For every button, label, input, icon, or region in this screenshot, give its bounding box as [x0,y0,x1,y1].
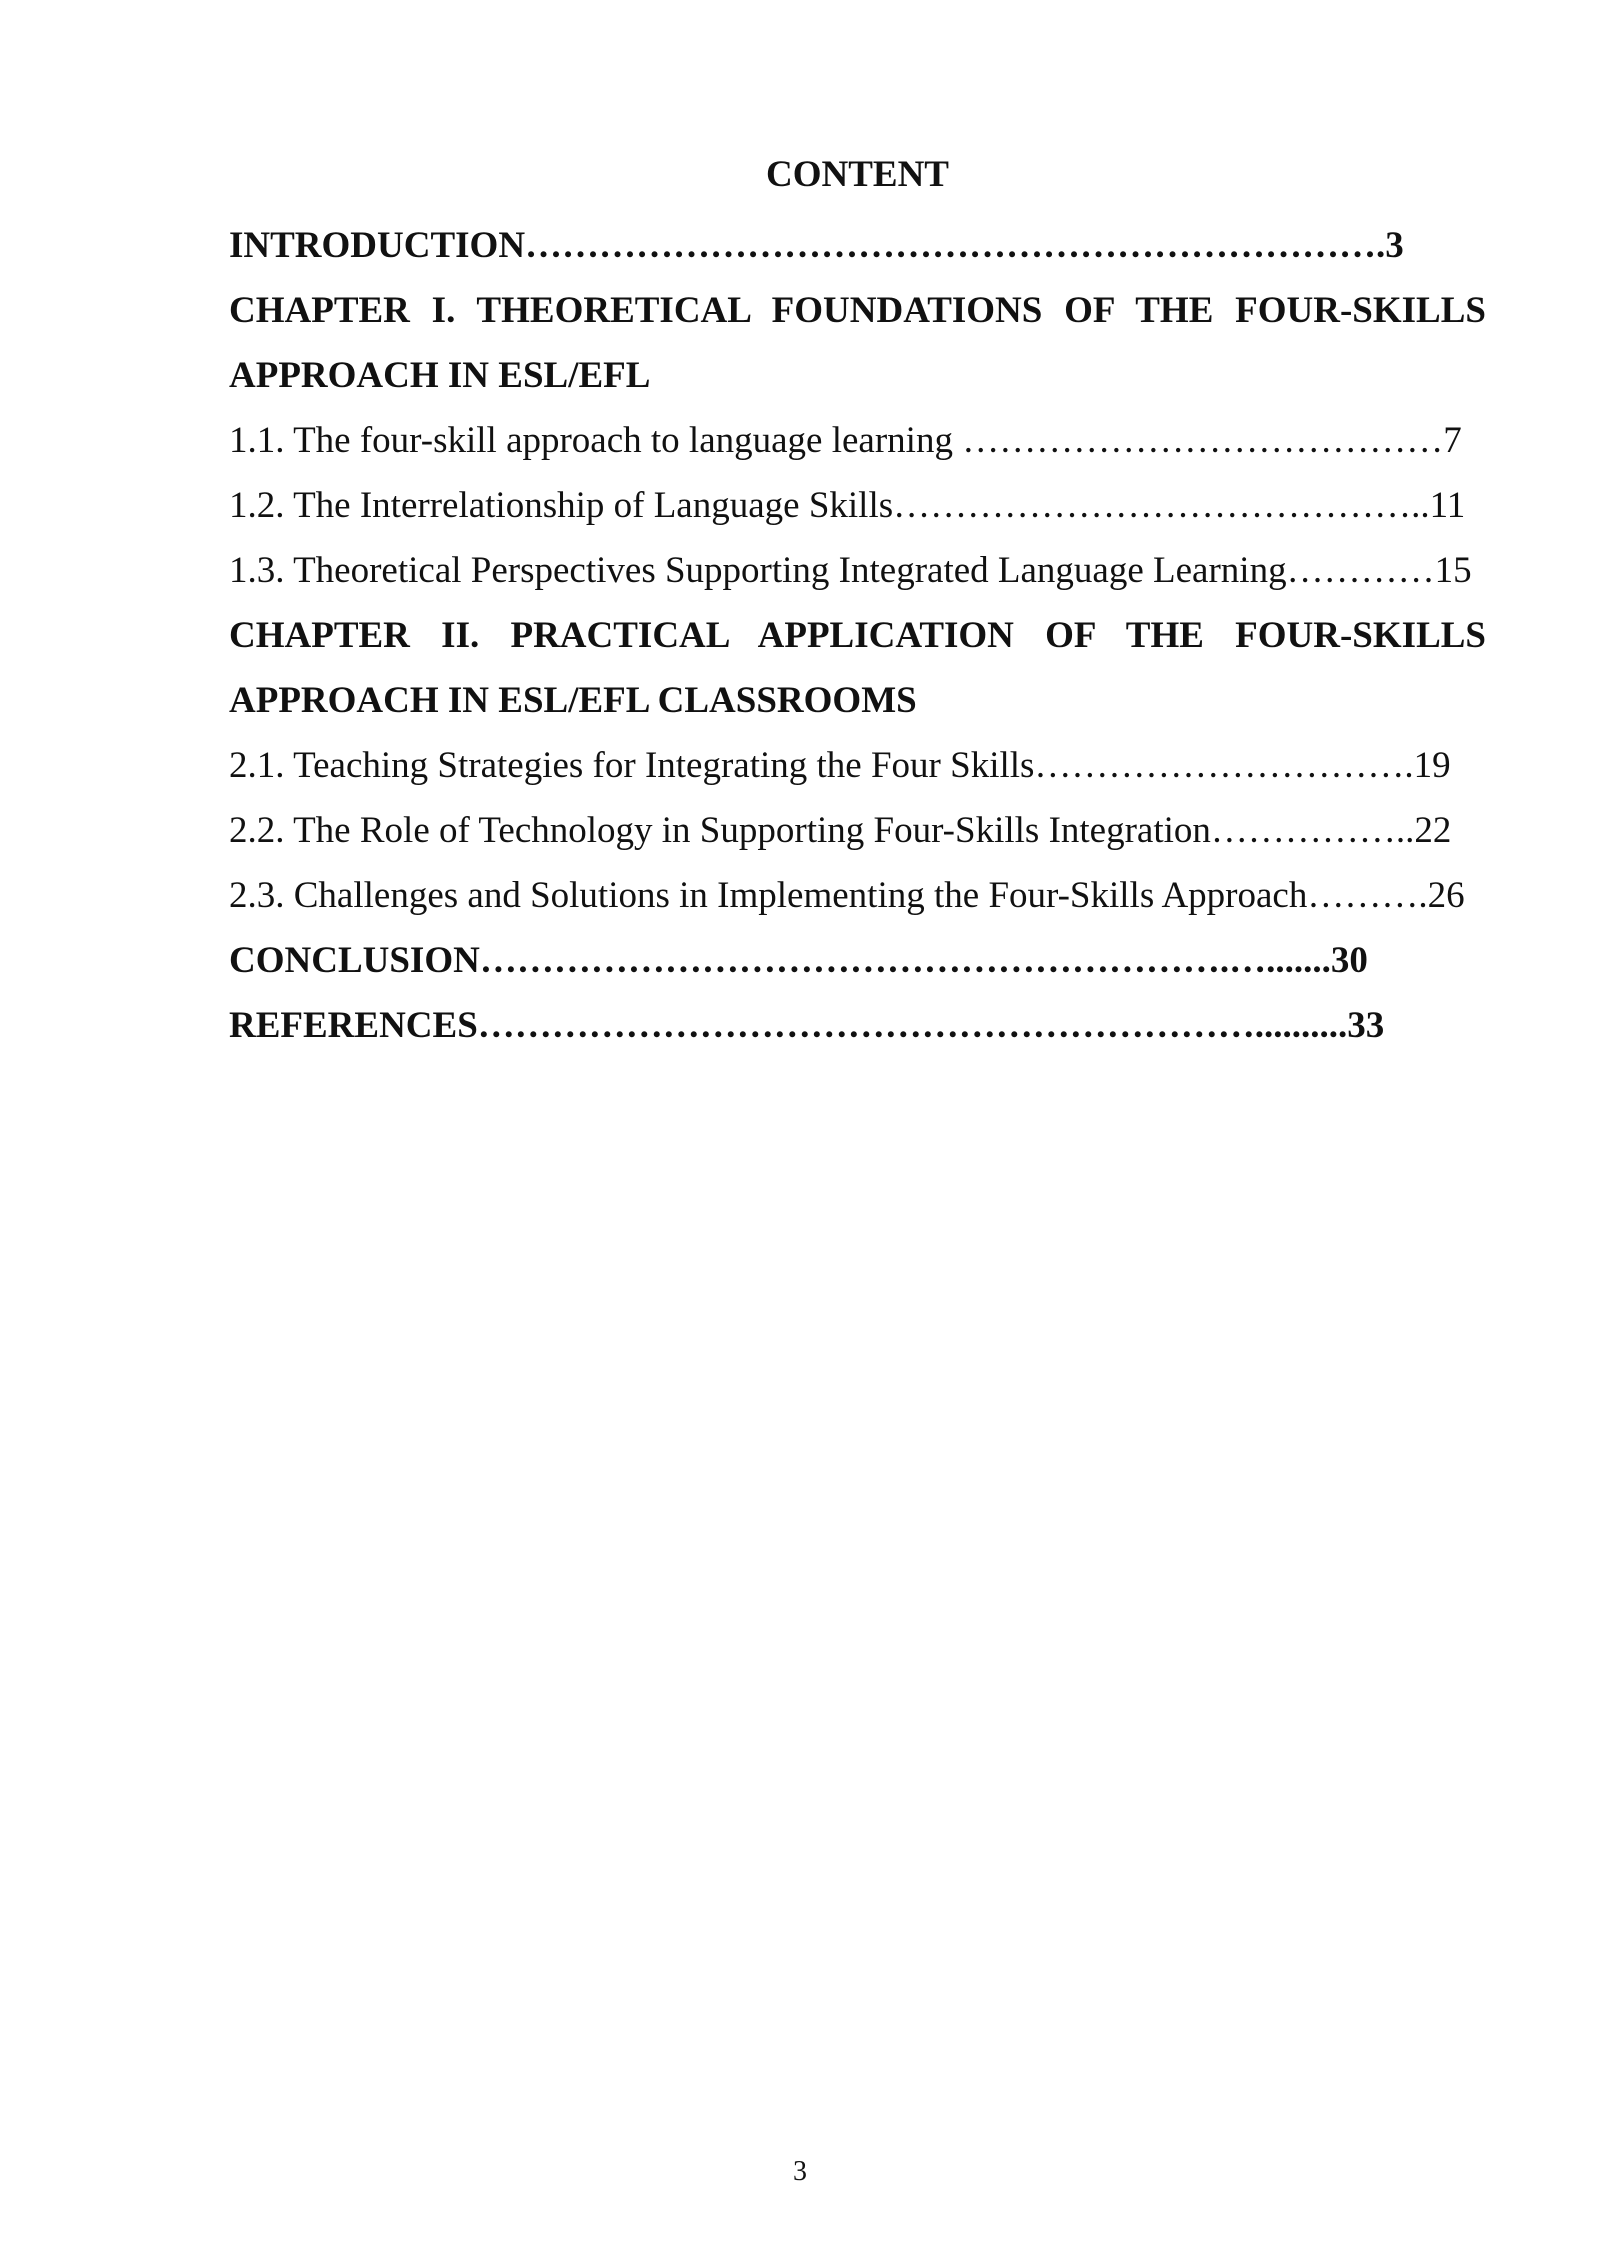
toc-entry-chapter-2-heading-line-1: CHAPTER II. PRACTICAL APPLICATION OF THE FOUR-SKILLS [229,615,1486,656]
toc-entry-references: REFERENCES………………………………………………………..........33 [229,1005,1385,1046]
toc-entry-section-2-2: 2.2. The Role of Technology in Supporting Four-Skills Integration……………..22 [229,810,1452,851]
table-of-contents [229,148,1486,1058]
toc-entry-conclusion: CONCLUSION…………………………………………………….….......30 [229,940,1368,981]
toc-entry-chapter-1-heading-line-1: CHAPTER I. THEORETICAL FOUNDATIONS OF THE FOUR-SKILLS [229,290,1486,331]
page-number: 3 [793,2156,807,2187]
toc-entry-chapter-2-heading-line-2: APPROACH IN ESL/EFL CLASSROOMS [229,680,917,721]
toc-entry-section-1-2: 1.2. The Interrelationship of Language Skills……………………………………..11 [229,485,1466,526]
toc-entry-section-1-1: 1.1. The four-skill approach to language learning …………………………………7 [229,420,1462,461]
toc-entry-section-1-3: 1.3. Theoretical Perspectives Supporting Integrated Language Learning…………15 [229,550,1472,591]
toc-entry-chapter-1-heading-line-2: APPROACH IN ESL/EFL [229,355,651,396]
toc-entry-section-2-3: 2.3. Challenges and Solutions in Implementing the Four-Skills Approach……….26 [229,875,1465,916]
toc-entry-introduction: INTRODUCTION…………………………………………………………….3 [229,225,1404,266]
toc-title: CONTENT [766,154,949,195]
toc-entry-section-2-1: 2.1. Teaching Strategies for Integrating the Four Skills………………………….19 [229,745,1451,786]
